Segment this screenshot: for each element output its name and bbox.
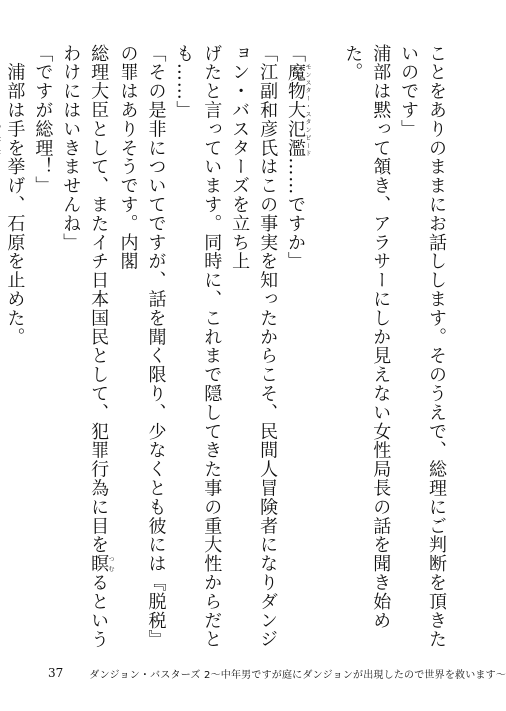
ruby-word	[284, 62, 311, 158]
text-segment: 浦部は手を挙げ、石原を止めた。	[4, 44, 26, 347]
page-footer	[48, 666, 506, 681]
text-line	[0, 44, 1, 656]
text-line	[394, 44, 450, 656]
text-segment: ……ですか」	[284, 157, 306, 271]
ruby-base: 魔物大氾濫	[284, 62, 306, 158]
text-line	[28, 44, 56, 656]
text-segment: 浦部は黙って頷き、アラサーにしか見えない女性局長の話を聞き始めた。	[342, 44, 392, 630]
text-line	[225, 44, 281, 656]
text-segment: るというわけにはいきませんね」	[60, 44, 110, 649]
text-line	[56, 44, 113, 656]
text-segment: 「	[284, 44, 306, 63]
text-segment: げたと言っています。同時に、これまで隠してきた事の重大性からだとも……」	[173, 44, 223, 649]
text-line	[169, 44, 225, 656]
text-line	[114, 44, 170, 656]
text-segment: 「江副和彦氏はこの事実を知ったからこそ、民間人冒険者になりダンジョン・バスターズを立ち上	[229, 44, 279, 649]
novel-text-block	[4, 44, 450, 656]
text-line	[1, 44, 29, 656]
ruby-annotation	[0, 120, 1, 158]
ruby-annotation: モンスター・スタンピード	[303, 62, 311, 158]
text-line	[310, 44, 338, 656]
text-segment: 「ですが総理！」	[32, 44, 54, 196]
text-segment: 総理大臣として、またイチ日本国民として、犯罪行為に目を	[88, 44, 110, 555]
ruby-base: 瞑	[88, 554, 110, 574]
ruby-annotation: つむ	[107, 554, 115, 574]
running-title: ダンジョン・バスターズ 2～中年男ですが庭にダンジョンが出現したので世界を救います～	[89, 669, 506, 681]
text-line	[281, 44, 310, 656]
page-number: 37	[48, 666, 64, 680]
text-line	[338, 44, 394, 656]
ruby-word	[88, 554, 115, 574]
text-segment: ことをありのままにお話しします。そのうえで、総理にご判断を頂きたいのです」	[398, 44, 447, 649]
text-segment: 「その是非についてですが、話を聞く限り、少なくとも彼には『脱税』の罪はありそうです。内閣	[117, 44, 167, 649]
